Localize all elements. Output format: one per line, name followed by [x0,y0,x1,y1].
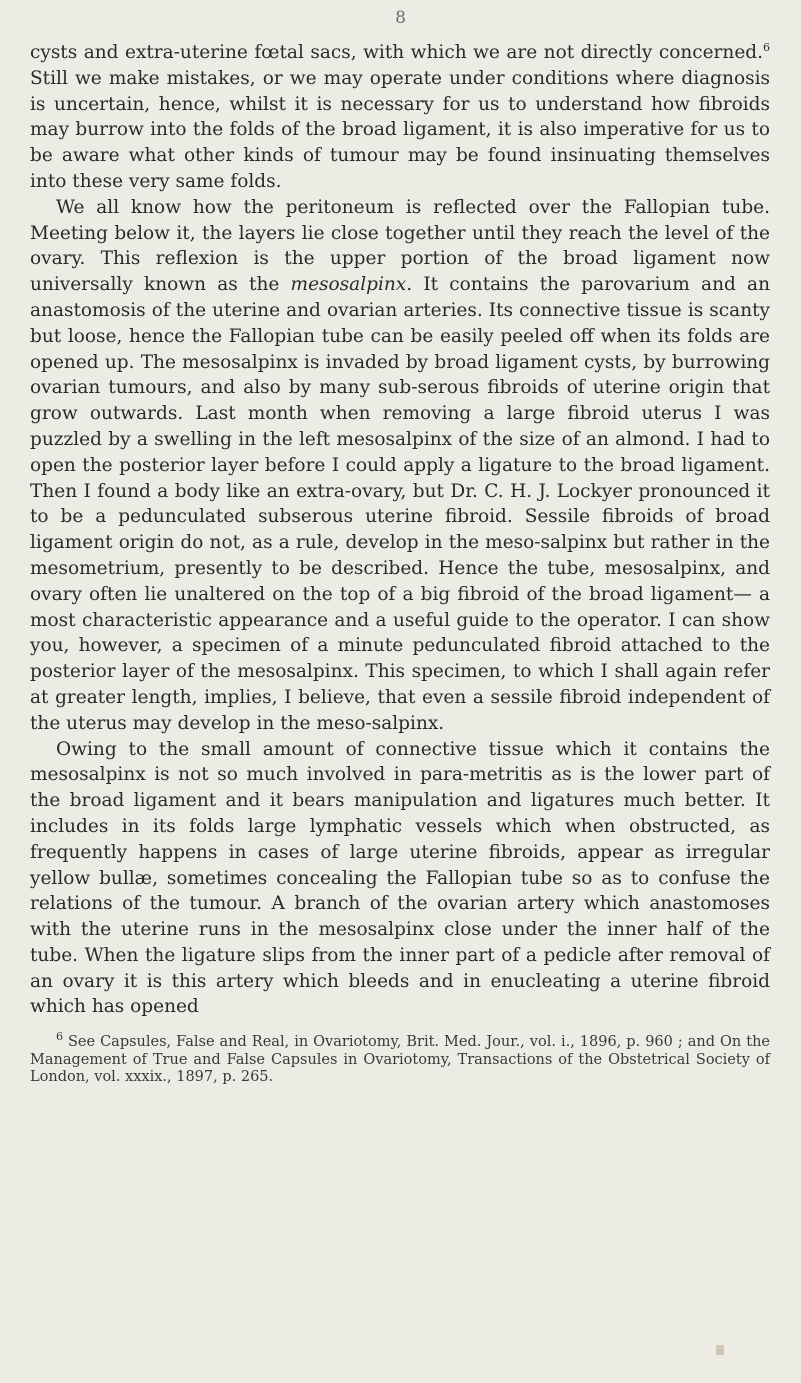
footnote-text: See Capsules, False and Real, in Ovariotomy, Brit. Med. Jour., vol. i., 1896, p. 960 ; and On the Management of True and False Capsules in Ovariotomy, Transactions of the Obstetrical Society of London, vol. xxxix., 1897, p. 265. [30,1034,770,1086]
paragraph-1-continued: Still we make mistakes, or we may operate under conditions where diagnosis is uncertain, hence, whilst it is necessary for us to understand how fibroids may burrow into the folds of the broad ligament, it is also imperative for us to be aware what other kinds of tumour may be found insinuating themselves into these very same folds. [30,67,770,192]
page-number: 8 [395,8,406,28]
footnote-reference: 6 [763,40,770,54]
paragraph-3 [30,737,770,1021]
paragraph-2-text: We all know how the peritoneum is reflected over the Fallopian tube. Meeting below it, the layers lie close together until they reach the level of the ovary. This reflexion is the upper portion of the broad ligament now universally known as the [30,196,770,296]
footnote [30,1030,770,1087]
paragraph-1 [30,40,770,195]
body-text [30,40,770,1087]
paragraph-3-text: Owing to the small amount of connective tissue which it contains the mesosalpinx is not so much involved in para-metritis as is the lower part of the broad ligament and it bears manipulation and ligatures much better. It includes in its folds large lymphatic vessels which when obstructed, as frequently happens in cases of large uterine fibroids, appear as irregular yellow bullæ, sometimes concealing the Fallopian tube so as to confuse the relations of the tumour. A branch of the ovarian artery which anastomoses with the uterine runs in the mesosalpinx close under the inner half of the tube. When the ligature slips from the inner part of a pedicle after removal of an ovary it is this artery which bleeds and in enucleating a uterine fibroid which has opened [30,738,770,1018]
paragraph-2 [30,195,770,737]
paragraph-1-text: cysts and extra-uterine fœtal sacs, with which we are not directly concerned. [30,42,763,63]
footnote-mark: 6 [56,1030,63,1044]
ink-mark [716,1345,724,1355]
paragraph-2-continued: It contains the parovarium and an anastomosis of the uterine and ovarian arteries. Its connective tissue is scanty but loose, hence the Fallopian tube can be easily peeled off when its folds are opened up. The mesosalpinx is invaded by broad ligament cysts, by burrowing ovarian tumours, and also by many sub-serous fibroids of uterine origin that grow outwards. Last month when removing a large fibroid uterus I was puzzled by a swelling in the left mesosalpinx of the size of an almond. I had to open the posterior layer before I could apply a ligature to the broad ligament. Then I found a body like an extra-ovary, but Dr. C. H. J. Lockyer pronounced it to be a pedunculated subserous uterine fibroid. Sessile fibroids of broad ligament origin do not, as a rule, develop in the meso-salpinx but rather in the mesometrium, presently to be described. Hence the tube, mesosalpinx, and ovary often lie unaltered on the top of a big fibroid of the broad ligament— a most characteristic appearance and a useful guide to the operator. I can show you, however, a specimen of a minute pedunculated fibroid attached to the posterior layer of the mesosalpinx. This specimen, to which I shall again refer at greater length, implies, I believe, that even a sessile fibroid independent of the uterus may develop in the meso-salpinx. [30,274,771,734]
term-mesosalpinx: mesosalpinx. [290,274,413,296]
